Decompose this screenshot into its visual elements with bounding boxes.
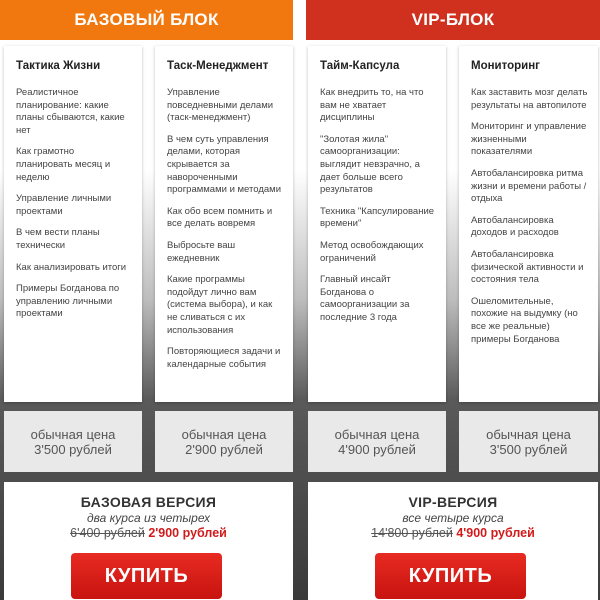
card-item: Как обо всем помнить и все делать вовремя	[167, 205, 273, 230]
basic-block-header: БАЗОВЫЙ БЛОК	[0, 0, 293, 40]
card-item: Автобалансировка доходов и расходов	[471, 214, 559, 239]
regular-price-value: 3'500 рублей	[34, 441, 112, 457]
vip-block-header: VIP-БЛОК	[306, 0, 600, 40]
card-item: "Золотая жила" самоорганизации: выглядит невзрачно, а дает больше всего результатов	[320, 133, 420, 196]
card-item: Выбросьте ваш ежедневник	[167, 239, 236, 264]
offer-prices	[4, 526, 293, 540]
offer-subtitle: все четыре курса	[402, 511, 504, 525]
course-card-task-management	[155, 46, 293, 402]
buy-vip-button[interactable]: КУПИТЬ	[375, 553, 526, 599]
regular-price-value: 3'500 рублей	[489, 441, 568, 457]
card-title: Тактика Жизни	[16, 60, 101, 72]
card-title: Мониторинг	[471, 60, 540, 72]
offer-prices	[308, 526, 598, 540]
offer-title: VIP-ВЕРСИЯ	[408, 494, 498, 510]
course-card-life-tactics	[4, 46, 142, 402]
new-price: 4'900 рублей	[456, 526, 535, 540]
regular-price-value: 2'900 рублей	[185, 441, 263, 457]
card-item: В чем суть управления делами, которая скрывается за навороченными программами и методами	[167, 133, 281, 196]
regular-price-label: обычная цена	[181, 426, 267, 442]
card-item: Как грамотно планировать месяц и неделю	[16, 146, 111, 183]
regular-price-box	[459, 411, 598, 472]
card-item: Реалистичное планирование: какие планы сбываются, какие нет	[16, 87, 125, 136]
card-item: Главный инсайт Богданова о самоорганизации за последние 3 года	[320, 274, 410, 323]
regular-price-label: обычная цена	[30, 426, 116, 442]
card-item: Как анализировать итоги	[16, 261, 127, 273]
regular-price-label: обычная цена	[486, 426, 571, 442]
new-price: 2'900 рублей	[148, 526, 227, 540]
regular-price-value: 4'900 рублей	[338, 441, 416, 457]
card-item: Ошеломительные, похожие на выдумку (но все же реальные) примеры Богданова	[471, 295, 578, 345]
card-item: Автобалансировка физической активности и состояния тела	[471, 248, 584, 286]
card-item: Метод освобождающих ограничений	[320, 239, 424, 264]
card-item: Управление личными проектами	[16, 193, 112, 217]
old-price: 6'400 рублей	[70, 526, 145, 540]
card-item: Автобалансировка ритма жизни и времени работы / отдыха	[471, 167, 587, 205]
buy-basic-button[interactable]: КУПИТЬ	[71, 553, 222, 599]
course-card-monitoring	[459, 46, 598, 402]
card-title: Тайм-Капсула	[320, 60, 400, 72]
regular-price-box	[155, 411, 293, 472]
basic-version-offer	[4, 482, 293, 600]
card-title: Таск-Менеджмент	[167, 60, 269, 72]
card-item: Как внедрить то, на что вам не хватает дисциплины	[320, 87, 424, 124]
vip-version-offer	[308, 482, 598, 600]
old-price: 14'800 рублей	[371, 526, 453, 540]
card-item: Как заставить мозг делать результаты на автопилоте	[471, 87, 588, 111]
card-item: Примеры Богданова по управлению личными проектами	[16, 283, 120, 320]
offer-title: БАЗОВАЯ ВЕРСИЯ	[80, 494, 217, 510]
regular-price-label: обычная цена	[334, 426, 420, 442]
offer-subtitle: два курса из четырех	[87, 511, 210, 525]
card-item: Управление повседневными делами (таск-менеджмент)	[167, 87, 274, 124]
card-item: Мониторинг и управление жизненными показателями	[471, 121, 587, 158]
card-item: В чем вести планы технически	[16, 227, 100, 251]
card-item: Повторяющиеся задачи и календарные события	[167, 346, 281, 370]
course-card-time-capsule	[308, 46, 446, 402]
regular-price-box	[308, 411, 446, 472]
card-item: Техника "Капсулирование времени"	[320, 205, 435, 230]
regular-price-box	[4, 411, 142, 472]
card-item: Какие программы подойдут лично вам (система выбора), и как не сливаться с их использования	[167, 274, 273, 336]
